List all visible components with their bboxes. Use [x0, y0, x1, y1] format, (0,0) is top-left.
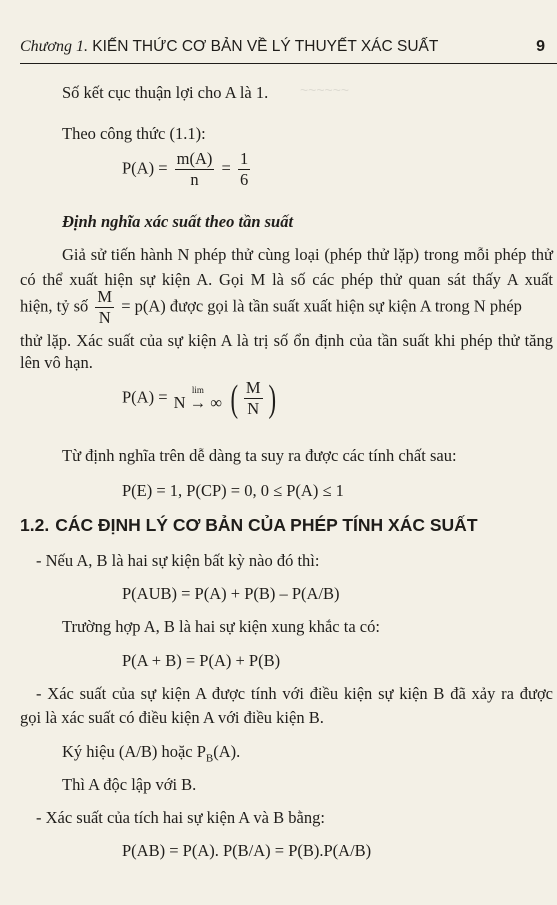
fraction: [244, 379, 263, 418]
paragraph-line: Giả sử tiến hành N phép thử cùng loại (phép thử lặp) trong mỗi phép thử: [62, 245, 553, 264]
chapter-title: KIẾN THỨC CƠ BẢN VỀ LÝ THUYẾT XÁC SUẤT: [92, 38, 439, 55]
fraction: [238, 150, 250, 189]
limit-label: lim: [191, 384, 204, 395]
header-left: [20, 38, 438, 56]
right-paren: ): [268, 377, 276, 420]
equals-sign: =: [221, 158, 231, 178]
bullet-line: - Nếu A, B là hai sự kiện bất kỳ nào đó thì:: [36, 551, 320, 570]
fraction-denominator: n: [190, 170, 199, 190]
formula-lhs: P(A) =: [122, 387, 168, 407]
section-heading: [20, 515, 478, 536]
limit-operator: [174, 386, 222, 412]
fraction-numerator: M: [95, 288, 114, 308]
fraction-numerator: M: [244, 379, 263, 399]
section-title: CÁC ĐỊNH LÝ CƠ BẢN CỦA PHÉP TÍNH XÁC SUẤT: [55, 515, 478, 535]
header-rule: [20, 63, 557, 64]
paragraph-line: có thể xuất hiện sự kiện A. Gọi M là số các phép thử quan sát thấy A xuất: [20, 270, 553, 289]
fraction: [95, 288, 114, 327]
paragraph-line-with-fraction: [20, 288, 522, 327]
paragraph-line: Trường hợp A, B là hai sự kiện xung khắc ta có:: [62, 617, 380, 636]
paragraph-line: Theo công thức (1.1):: [62, 124, 206, 143]
fraction-denominator: N: [247, 399, 260, 419]
left-paren: (: [230, 377, 239, 420]
fraction: [175, 150, 215, 189]
paragraph-line: lên vô hạn.: [20, 353, 93, 372]
formula-sum: P(A + B) = P(A) + P(B): [122, 651, 281, 670]
limit-arrow: N → ∞: [173, 392, 223, 412]
paragraph-line: Từ định nghĩa trên dễ dàng ta suy ra được các tính chất sau:: [62, 446, 457, 465]
fraction-denominator: N: [98, 308, 111, 328]
paragraph-line: gọi là xác suất có điều kiện A với điều kiện B.: [20, 708, 324, 727]
text-fragment: = p(A) được gọi là tần suất xuất hiện sự kiện A trong N phép: [121, 296, 522, 316]
formula-properties: P(E) = 1, P(CP) = 0, 0 ≤ P(A) ≤ 1: [122, 481, 344, 500]
fraction-numerator: m(A): [175, 150, 215, 170]
fraction-numerator: 1: [238, 150, 250, 170]
paragraph-line: Số kết cục thuận lợi cho A là 1.: [62, 83, 269, 102]
bullet-line: - Xác suất của sự kiện A được tính với điều kiện sự kiện B đã xảy ra được: [36, 684, 553, 703]
text-fragment: Ký hiệu (A/B) hoặc P: [62, 742, 206, 761]
section-number: 1.2.: [20, 515, 50, 535]
text-fragment: hiện, tỷ số: [20, 296, 89, 316]
paragraph-line: [62, 742, 240, 764]
definition-heading: Định nghĩa xác suất theo tần suất: [62, 212, 294, 231]
formula-frequency-limit: [122, 379, 278, 418]
formula-product: P(AB) = P(A). P(B/A) = P(B).P(A/B): [122, 841, 372, 860]
formula-lhs: P(A) =: [122, 158, 168, 178]
bleed-through: ~~~~~~: [300, 82, 350, 98]
running-header: [20, 38, 545, 56]
page-number: 9: [536, 38, 545, 55]
bullet-line: - Xác suất của tích hai sự kiện A và B bằng:: [36, 808, 325, 827]
fraction-denominator: 6: [239, 170, 249, 190]
paragraph-line: thử lặp. Xác suất của sự kiện A là trị số ổn định của tần suất khi phép thử tăng: [20, 331, 553, 350]
text-fragment: (A).: [213, 742, 241, 761]
formula-union: P(AUB) = P(A) + P(B) – P(A/B): [122, 584, 340, 603]
subscript: B: [205, 752, 214, 765]
paragraph-line: Thì A độc lập với B.: [62, 775, 197, 794]
formula-probability-classic: [122, 150, 253, 189]
chapter-label: Chương 1.: [20, 38, 88, 55]
